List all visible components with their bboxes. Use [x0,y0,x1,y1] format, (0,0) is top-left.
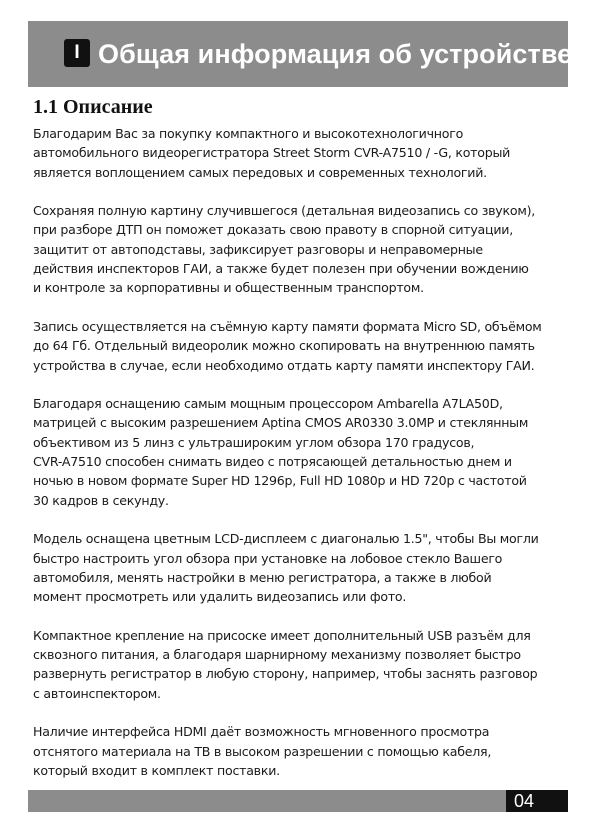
paragraph-line: быстро настроить угол обзора при установке на лобовое стекло Вашего [33,550,503,566]
paragraph-line: устройства в случае, если необходимо отдать карту памяти инспектору ГАИ. [33,357,535,373]
paragraph-line: автомобиля, менять настройки в меню регистратора, а также в любой [33,569,492,585]
paragraph-line: матрицей с высоким разрешением Aptina CMOS AR0330 3.0MP и стеклянным [33,415,529,431]
paragraph-line: защитит от автоподставы, зафиксирует разговоры и неправомерные [33,241,483,257]
page-footer [28,790,568,812]
paragraph-line: при разборе ДТП он поможет доказать свою правоту в спорной ситуации, [33,222,513,238]
paragraph-line: ночью в новом формате Super HD 1296p, Full HD 1080p и HD 720p с частотой [33,473,527,489]
paragraph-storage [33,317,573,375]
paragraph-line: Запись осуществляется на съёмную карту памяти формата Micro SD, объёмом [33,318,542,334]
paragraph-line: который входит в комплект поставки. [33,762,280,778]
paragraph-line: является воплощением самых передовых и современных технологий. [33,164,487,180]
paragraph-line: Компактное крепление на присоске имеет дополнительный USB разъём для [33,627,531,643]
chapter-title: Общая информация об устройстве [98,39,573,69]
paragraph-line: Модель оснащена цветным LCD-дисплеем с диагональю 1.5", чтобы Вы могли [33,531,539,547]
description-body [33,124,573,799]
paragraph-line: действия инспекторов ГАИ, а также будет полезен при обучении вождению [33,261,529,277]
paragraph-line: момент просмотреть или удалить видеозапись или фото. [33,589,407,605]
paragraph-line: отснятого материала на ТВ в высоком разрешении с помощью кабеля, [33,743,492,759]
paragraph-line: 30 кадров в секунду. [33,492,169,508]
paragraph-hardware [33,394,573,510]
paragraph-line: объективом из 5 линз с ультрашироким углом обзора 170 градусов, [33,434,475,450]
paragraph-line: Сохраняя полную картину случившегося (детальная видеозапись со звуком), [33,203,535,219]
section-number-badge [64,39,90,67]
paragraph-mount [33,626,573,703]
chapter-header [28,21,573,87]
section-number: I [74,42,80,63]
paragraph-line: и контроле за корпоративны и общественным транспортом. [33,280,424,296]
section-heading: 1.1 Описание [33,96,153,118]
paragraph-line: сквозного питания, а благодаря шарнирному механизму позволяет быстро [33,647,521,663]
paragraph-line: автомобильного видеорегистратора Street Storm CVR-A7510 / -G, который [33,145,511,161]
paragraph-intro [33,124,573,182]
paragraph-line: Благодарим Вас за покупку компактного и высокотехнологичного [33,126,464,141]
paragraph-line: Наличие интерфейса HDMI даёт возможность мгновенного просмотра [33,724,490,740]
page-number: 04 [506,790,568,812]
paragraph-line: Благодаря оснащению самым мощным процессором Ambarella A7LA50D, [33,396,503,412]
paragraph-display [33,529,573,606]
paragraph-hdmi [33,722,573,780]
paragraph-line: с автоинспектором. [33,685,161,701]
paragraph-recording [33,201,573,297]
paragraph-line: до 64 Гб. Отдельный видеоролик можно скопировать на внутреннюю память [33,338,535,354]
paragraph-line: CVR-A7510 способен снимать видео с потрясающей детальностью днем и [33,454,512,470]
paragraph-line: развернуть регистратор в любую сторону, например, чтобы заснять разговор [33,666,538,682]
